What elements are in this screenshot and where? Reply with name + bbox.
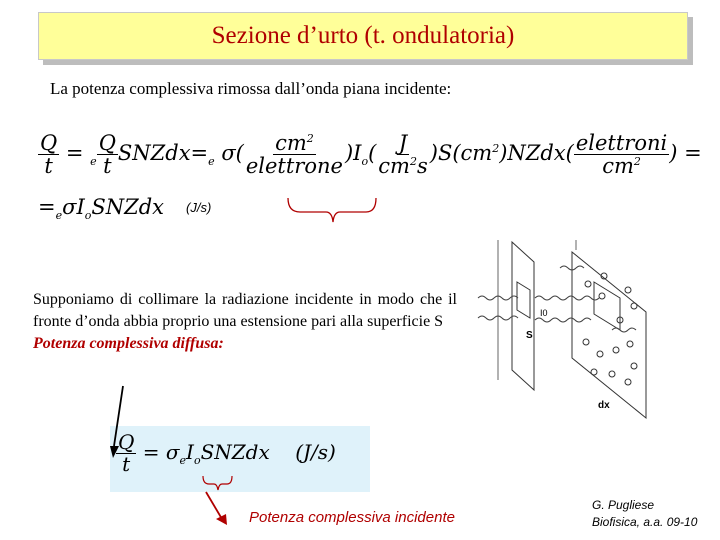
course-info: Biofisica, a.a. 09-10 xyxy=(592,515,698,529)
diagram-label-io: I0 xyxy=(540,308,548,318)
formula-unit: (J/s) xyxy=(295,440,336,464)
diagram-label-s: S xyxy=(526,330,533,341)
intro-text: La potenza complessiva rimossa dall’onda piana incidente: xyxy=(50,79,452,98)
slab-diagram xyxy=(478,240,646,418)
unit-js: (J/s) xyxy=(186,200,212,215)
diagram-label-dx: dx xyxy=(598,400,610,411)
area-dx-window xyxy=(594,282,620,330)
highlight-text: Potenza complessiva diffusa: xyxy=(33,335,224,352)
incident-power-note: Potenza complessiva incidente xyxy=(249,509,455,526)
black-arrow xyxy=(114,386,123,446)
red-arrow xyxy=(206,492,222,519)
slide-title: Sezione d’urto (t. ondulatoria) xyxy=(211,22,515,49)
author-name: G. Pugliese xyxy=(592,498,655,512)
slab-dx xyxy=(572,252,646,418)
area-s-window xyxy=(517,282,530,318)
equation-line-2: $=_e\sigma I_oSNZdx$ xyxy=(38,195,165,223)
brace-top xyxy=(288,198,376,222)
brace-bottom xyxy=(203,476,232,490)
diffused-power-formula: $\frac{Q}{t}$ = $\sigma_eI_oSNZdx$ (J/s) xyxy=(118,430,336,476)
equation-line-1: $\frac{Q}{t}$ = $_e$ $\frac{Q}{t}$ $SNZdx=_e$ σ( $\frac{cm^2}{\text{elettrone}}$ )$I_o$( $\frac{J}{cm^2s}$ )$S(cm^2)NZdx$( $\frac{\text{elettroni}}{cm^2}$ ) = xyxy=(40,131,702,179)
paragraph-text: Supponiamo di collimare la radiazione incidente in modo che il fronte d’onda abbia proprio una estensione pari alla superficie S xyxy=(33,291,457,330)
